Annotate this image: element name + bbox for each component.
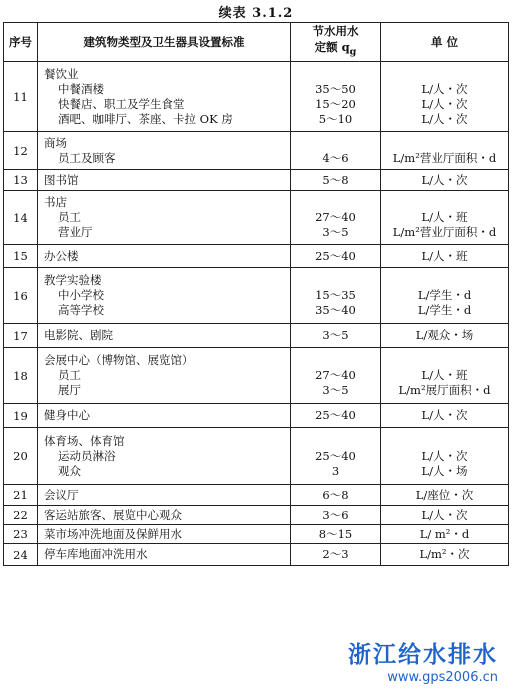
row-serial-no: 18 xyxy=(4,348,38,404)
quota-value: 5～10 xyxy=(318,111,353,126)
header-quota-line2 xyxy=(295,39,376,60)
row-building-type xyxy=(38,268,291,324)
unit-value xyxy=(385,434,504,449)
row-building-type xyxy=(38,485,291,506)
unit-value: L/观众・场 xyxy=(415,328,474,342)
table-row xyxy=(4,132,509,170)
quota-value: 27～40 xyxy=(315,210,356,224)
header-quota-symbol: 定额 q xyxy=(314,40,350,55)
table-row xyxy=(4,268,509,324)
header-serial-no: 序号 xyxy=(4,23,38,62)
row-serial-no: 20 xyxy=(4,428,38,485)
table-row xyxy=(4,525,509,544)
quota-value xyxy=(295,434,376,449)
row-unit xyxy=(381,544,509,566)
row-building-type xyxy=(38,324,291,348)
category-line: 教学实验楼 xyxy=(44,273,102,287)
category-line: 办公楼 xyxy=(44,248,79,263)
row-serial-no: 14 xyxy=(4,191,38,245)
quota-value: 6～8 xyxy=(322,487,349,502)
unit-value: L/人・次 xyxy=(421,507,468,522)
header-quota-subscript: g xyxy=(349,46,357,58)
row-building-type xyxy=(38,544,291,566)
table-row xyxy=(4,170,509,191)
quota-value: 2～3 xyxy=(322,547,349,561)
unit-value xyxy=(385,136,504,151)
row-serial-no: 16 xyxy=(4,268,38,324)
row-unit xyxy=(381,525,509,544)
unit-value xyxy=(385,67,504,82)
row-building-type xyxy=(38,245,291,268)
row-quota xyxy=(291,245,381,268)
category-line: 快餐店、职工及学生食堂 xyxy=(58,96,185,111)
row-serial-no: 24 xyxy=(4,544,38,566)
unit-value: L/人・次 xyxy=(421,408,468,422)
quota-value xyxy=(295,353,376,368)
row-quota xyxy=(291,62,381,132)
quota-value: 15～20 xyxy=(315,96,356,111)
table-row xyxy=(4,62,509,132)
table-row xyxy=(4,324,509,348)
quota-value: 3～6 xyxy=(322,507,349,522)
row-building-type xyxy=(38,428,291,485)
category-line: 员工及顾客 xyxy=(58,150,116,165)
row-quota xyxy=(291,485,381,506)
category-line: 会议厅 xyxy=(44,487,79,502)
row-serial-no: 17 xyxy=(4,324,38,348)
row-building-type xyxy=(38,132,291,170)
quota-value: 25～40 xyxy=(315,408,356,422)
category-line: 电影院、剧院 xyxy=(44,328,113,342)
quota-value: 35～40 xyxy=(315,303,356,317)
row-quota xyxy=(291,506,381,525)
quota-value: 3 xyxy=(331,463,340,478)
row-serial-no: 23 xyxy=(4,525,38,544)
quota-value: 8～15 xyxy=(318,526,353,541)
row-building-type xyxy=(38,404,291,428)
quota-value: 27～40 xyxy=(315,368,356,382)
unit-value xyxy=(385,273,504,288)
category-line: 菜市场冲洗地面及保鲜用水 xyxy=(44,526,182,541)
row-building-type xyxy=(38,170,291,191)
quota-value: 25～40 xyxy=(315,448,356,463)
row-quota xyxy=(291,170,381,191)
quota-value: 3～5 xyxy=(322,328,349,342)
table-row xyxy=(4,428,509,485)
quota-value: 15～35 xyxy=(315,288,356,302)
unit-value: L/m²营业厅面积・d xyxy=(392,150,497,165)
row-quota xyxy=(291,191,381,245)
category-line: 体育场、体育馆 xyxy=(44,433,125,448)
quota-value xyxy=(295,136,376,151)
category-line: 餐饮业 xyxy=(44,66,79,81)
table-body xyxy=(4,62,509,566)
unit-value xyxy=(385,353,504,368)
category-line: 健身中心 xyxy=(44,408,90,422)
unit-value: L/人・场 xyxy=(421,463,468,478)
row-unit xyxy=(381,191,509,245)
table-row xyxy=(4,506,509,525)
quota-value xyxy=(295,273,376,288)
row-unit xyxy=(381,62,509,132)
row-quota xyxy=(291,132,381,170)
row-building-type xyxy=(38,191,291,245)
row-building-type xyxy=(38,506,291,525)
row-unit xyxy=(381,170,509,191)
header-quota xyxy=(291,23,381,62)
unit-value: L/座位・次 xyxy=(415,487,474,502)
table-row xyxy=(4,485,509,506)
unit-value: L/学生・d xyxy=(417,303,472,317)
category-line: 中餐酒楼 xyxy=(58,81,104,96)
table-row xyxy=(4,404,509,428)
unit-value: L/人・班 xyxy=(421,368,468,382)
table-row xyxy=(4,544,509,566)
category-line: 员工 xyxy=(58,368,81,382)
category-line: 客运站旅客、展览中心观众 xyxy=(44,507,182,522)
unit-value: L/学生・d xyxy=(417,288,472,302)
quota-value: 4～6 xyxy=(322,150,349,165)
category-line: 会展中心（博物馆、展览馆） xyxy=(44,353,194,367)
table-row xyxy=(4,348,509,404)
row-quota xyxy=(291,404,381,428)
row-quota xyxy=(291,428,381,485)
row-quota xyxy=(291,324,381,348)
unit-value: L/m²营业厅面积・d xyxy=(392,225,497,239)
row-unit xyxy=(381,428,509,485)
row-serial-no: 22 xyxy=(4,506,38,525)
category-line: 图书馆 xyxy=(44,172,79,187)
category-line: 营业厅 xyxy=(58,225,93,239)
unit-value: L/ m²・d xyxy=(419,526,470,541)
quota-value xyxy=(295,195,376,210)
row-quota xyxy=(291,544,381,566)
row-serial-no: 12 xyxy=(4,132,38,170)
unit-value: L/人・班 xyxy=(421,248,468,263)
category-line: 展厅 xyxy=(58,383,81,397)
category-line: 高等学校 xyxy=(58,303,104,317)
watermark-url: www.gps2006.cn xyxy=(387,670,498,685)
header-unit: 单 位 xyxy=(381,23,509,62)
row-unit xyxy=(381,404,509,428)
row-unit xyxy=(381,268,509,324)
row-serial-no: 15 xyxy=(4,245,38,268)
row-unit xyxy=(381,132,509,170)
table-row xyxy=(4,245,509,268)
row-quota xyxy=(291,268,381,324)
header-quota-line1: 节水用水 xyxy=(312,24,359,39)
unit-value: L/人・次 xyxy=(421,172,468,187)
row-building-type xyxy=(38,62,291,132)
header-building-type: 建筑物类型及卫生器具设置标准 xyxy=(38,23,291,62)
unit-value: L/m²・次 xyxy=(419,547,470,561)
row-unit xyxy=(381,245,509,268)
unit-value: L/人・次 xyxy=(421,448,468,463)
row-unit xyxy=(381,348,509,404)
row-building-type xyxy=(38,525,291,544)
table-row xyxy=(4,191,509,245)
category-line: 书店 xyxy=(44,195,67,209)
row-serial-no: 11 xyxy=(4,62,38,132)
unit-value: L/人・次 xyxy=(421,96,468,111)
row-quota xyxy=(291,525,381,544)
category-line: 酒吧、咖啡厅、茶座、卡拉 OK 房 xyxy=(58,111,233,126)
unit-value: L/人・次 xyxy=(421,81,468,96)
unit-value: L/m²展厅面积・d xyxy=(398,383,491,397)
row-serial-no: 19 xyxy=(4,404,38,428)
category-line: 运动员淋浴 xyxy=(58,448,116,463)
category-line: 停车库地面冲洗用水 xyxy=(44,547,148,561)
quota-value: 35～50 xyxy=(315,81,356,96)
category-line: 观众 xyxy=(58,463,81,478)
quota-value: 25～40 xyxy=(315,248,356,263)
row-quota xyxy=(291,348,381,404)
quota-value: 3～5 xyxy=(322,225,349,239)
water-quota-table xyxy=(3,22,509,566)
category-line: 员工 xyxy=(58,210,81,224)
row-building-type xyxy=(38,348,291,404)
row-unit xyxy=(381,485,509,506)
table-title: 续表 3.1.2 xyxy=(218,6,294,21)
unit-value xyxy=(385,195,504,210)
category-line: 中小学校 xyxy=(58,288,104,302)
unit-value: L/人・次 xyxy=(421,111,468,126)
category-line: 商场 xyxy=(44,135,67,150)
row-unit xyxy=(381,324,509,348)
watermark-name: 浙江给水排水 xyxy=(348,642,498,668)
quota-value: 5～8 xyxy=(322,172,349,187)
quota-value xyxy=(295,67,376,82)
quota-value: 3～5 xyxy=(322,383,349,397)
row-serial-no: 13 xyxy=(4,170,38,191)
row-unit xyxy=(381,506,509,525)
table-header-row xyxy=(4,23,509,62)
row-serial-no: 21 xyxy=(4,485,38,506)
unit-value: L/人・班 xyxy=(421,210,468,224)
